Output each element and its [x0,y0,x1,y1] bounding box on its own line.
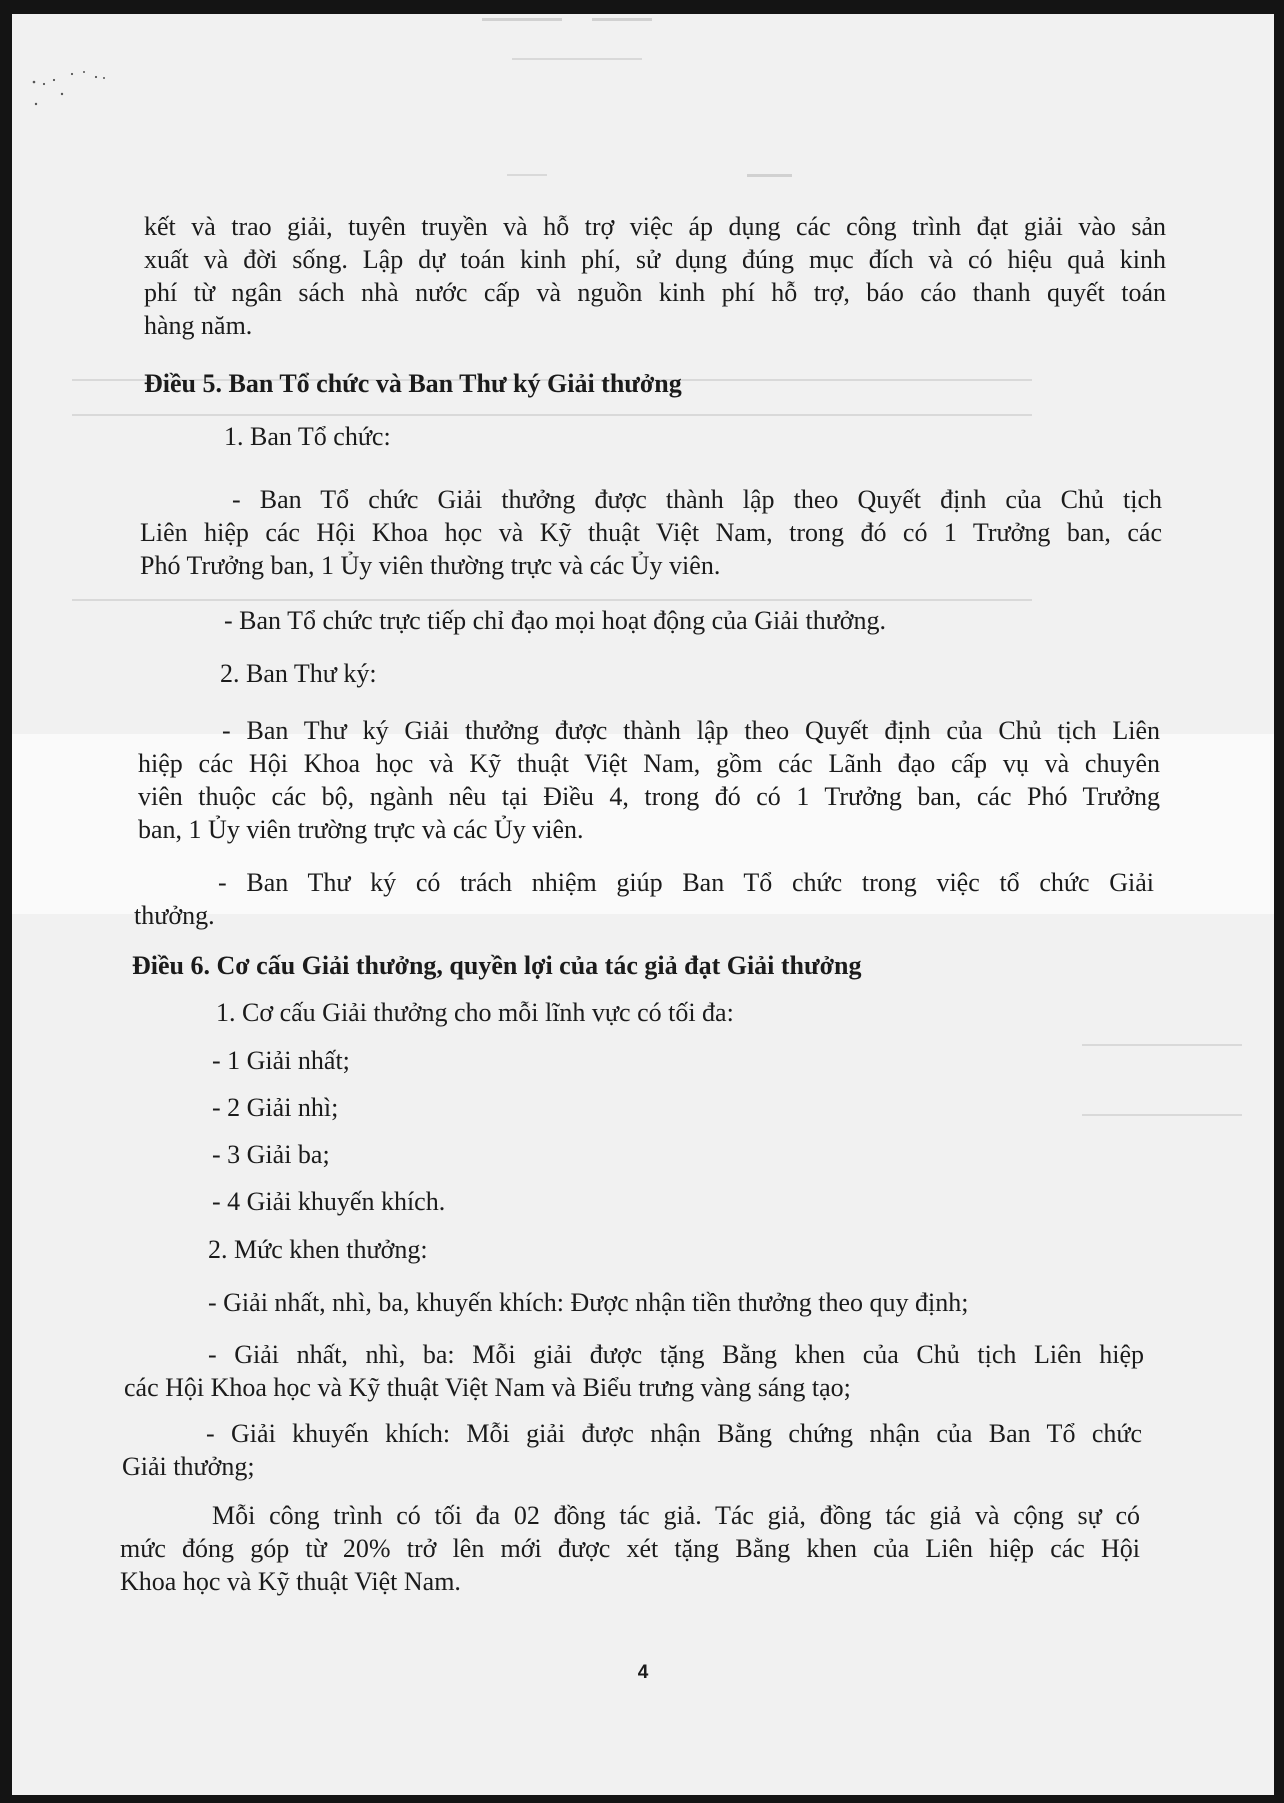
article-5-paragraph-2: - Ban Tổ chức trực tiếp chỉ đạo mọi hoạt động của Giải thưởng. [224,606,887,635]
text-line: - Ban Tổ chức Giải thưởng được thành lập theo Quyết định của Chủ tịch [232,485,1162,514]
bleed-mark [482,18,562,21]
text-line: các Hội Khoa học và Kỹ thuật Việt Nam và Biểu trưng vàng sáng tạo; [124,1373,851,1402]
text-line: - Giải nhất, nhì, ba: Mỗi giải được tặng Bằng khen của Chủ tịch Liên hiệp [208,1340,1144,1369]
text-line: mức đóng góp từ 20% trở lên mới được xét tặng Bằng khen của Liên hiệp các Hội [120,1534,1140,1563]
prize-list [212,1044,445,1218]
text-line: hiệp các Hội Khoa học và Kỹ thuật Việt Nam, gồm các Lãnh đạo cấp vụ và chuyên [138,749,1160,778]
text-line: phí từ ngân sách nhà nước cấp và nguồn kinh phí hỗ trợ, báo cáo thanh quyết toán [144,278,1166,307]
reward-paragraph-3 [122,1417,1142,1483]
list-item: - 4 Giải khuyến khích. [212,1187,446,1216]
text-line: Khoa học và Kỹ thuật Việt Nam. [120,1567,461,1596]
text-line: thưởng. [134,901,215,930]
bleed-mark [507,174,547,176]
bleed-mark [592,18,652,21]
text-line: xuất và đời sống. Lập dự toán kinh phí, sử dụng đúng mục đích và có hiệu quả kinh [144,245,1166,274]
reward-paragraph-2 [124,1338,1144,1404]
text-line: - Ban Thư ký có trách nhiệm giúp Ban Tổ chức trong việc tổ chức Giải [218,868,1154,897]
intro-paragraph [144,210,1166,342]
text-line: hàng năm. [144,311,253,340]
list-item: - 1 Giải nhất; [212,1046,350,1075]
bleed-mark [1082,1114,1242,1116]
bleed-mark [1082,1044,1242,1046]
text-line: - Giải khuyến khích: Mỗi giải được nhận Bằng chứng nhận của Ban Tổ chức [206,1419,1142,1448]
bleed-mark [747,174,792,177]
text-line: Giải thưởng; [122,1452,255,1481]
article-5-paragraph-4 [134,866,1154,932]
text-line: Mỗi công trình có tối đa 02 đồng tác giả. Tác giả, đồng tác giả và cộng sự có [212,1501,1140,1530]
page-number: 4 [637,1662,649,1683]
text-line: viên thuộc các bộ, ngành nêu tại Điều 4, trong đó có 1 Trưởng ban, các Phó Trưởng [138,782,1160,811]
article-5-section-2: 2. Ban Thư ký: [220,659,377,688]
article-5-section-1: 1. Ban Tổ chức: [224,422,391,451]
article-6-section-2: 2. Mức khen thưởng: [208,1235,428,1264]
bleed-mark [72,599,1032,601]
text-line: - Ban Thư ký Giải thưởng được thành lập theo Quyết định của Chủ tịch Liên [222,716,1160,745]
article-5-heading: Điều 5. Ban Tổ chức và Ban Thư ký Giải thưởng [144,369,682,398]
text-line: kết và trao giải, tuyên truyền và hỗ trợ việc áp dụng các công trình đạt giải vào sản [144,212,1166,241]
scan-speckles [30,68,130,108]
bleed-mark [512,58,642,60]
list-item: - 3 Giải ba; [212,1140,330,1169]
final-paragraph [120,1499,1140,1598]
article-6-heading: Điều 6. Cơ cấu Giải thưởng, quyền lợi của tác giả đạt Giải thưởng [132,951,862,980]
text-line: Liên hiệp các Hội Khoa học và Kỹ thuật Việt Nam, trong đó có 1 Trưởng ban, các [140,518,1162,547]
article-5-paragraph-1 [140,483,1162,582]
text-line: ban, 1 Ủy viên trường trực và các Ủy viên. [138,815,584,844]
bleed-mark [72,414,1032,416]
article-6-section-1: 1. Cơ cấu Giải thưởng cho mỗi lĩnh vực có tối đa: [216,998,734,1027]
text-line: Phó Trưởng ban, 1 Ủy viên thường trực và các Ủy viên. [140,551,721,580]
scanned-page [12,14,1274,1795]
list-item: - 2 Giải nhì; [212,1093,339,1122]
article-5-paragraph-3 [138,714,1160,846]
reward-line-1: - Giải nhất, nhì, ba, khuyến khích: Được nhận tiền thưởng theo quy định; [208,1288,969,1317]
